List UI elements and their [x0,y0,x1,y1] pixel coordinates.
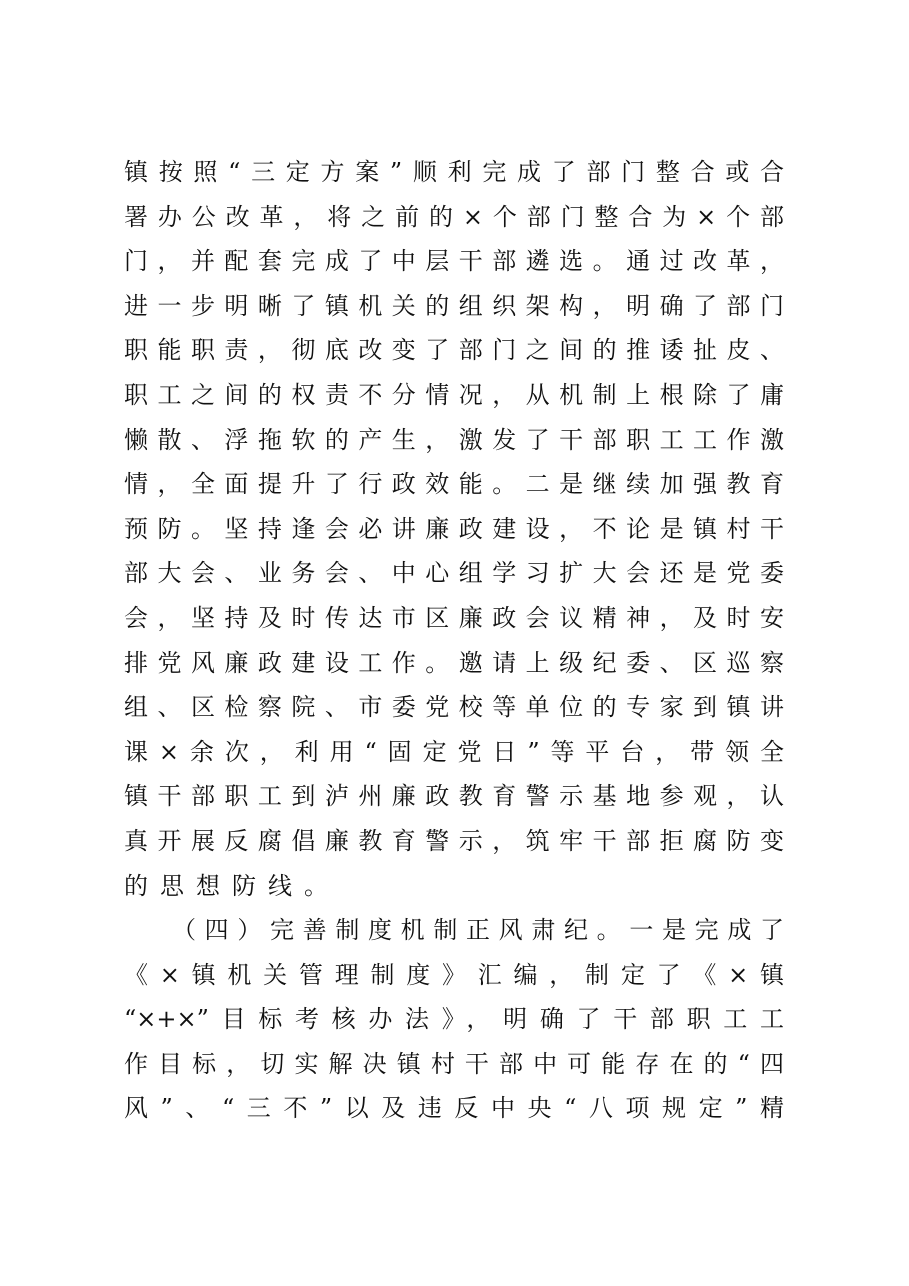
text-line: 懒散、浮拖软的产生，激发了干部职工工作激 [124,425,784,454]
text-line: 风”、“三不”以及违反中央“八项规定”精 [124,1094,784,1123]
text-line: 职能职责，彻底改变了部门之间的推诿扯皮、 [124,336,784,365]
text-line: 排党风廉政建设工作。邀请上级纪委、区巡察 [124,648,784,677]
text-line: 的思想防线。 [124,871,340,900]
text-line: 镇干部职工到泸州廉政教育警示基地参观，认 [124,782,784,811]
text-line: 情，全面提升了行政效能。二是继续加强教育 [124,470,784,499]
text-line: 镇按照“三定方案”顺利完成了部门整合或合 [124,158,784,186]
text-line: 门，并配套完成了中层干部遴选。通过改革， [124,247,784,276]
text-line: “×+×”目标考核办法》，明确了干部职工工 [124,1005,784,1034]
text-line: 预防。坚持逢会必讲廉政建设，不论是镇村干 [124,514,784,543]
body-text [124,150,784,1131]
text-line: 课×余次，利用“固定党日”等平台，带领全 [124,737,784,766]
text-line: 真开展反腐倡廉教育警示，筑牢干部拒腐防变 [124,826,784,855]
text-line: 进一步明晰了镇机关的组织架构，明确了部门 [124,291,784,320]
text-line: 部大会、业务会、中心组学习扩大会还是党委 [124,559,784,588]
text-line: 作目标，切实解决镇村干部中可能存在的“四 [124,1049,784,1078]
text-line: 《×镇机关管理制度》汇编，制定了《×镇 [124,960,784,989]
text-line: 署办公改革，将之前的×个部门整合为×个部 [124,202,784,231]
text-line: 职工之间的权责不分情况，从机制上根除了庸 [124,380,784,409]
section-heading-line: （四）完善制度机制正风肃纪。一是完成了 [172,916,784,945]
text-line: 会，坚持及时传达市区廉政会议精神，及时安 [124,603,784,632]
text-line: 组、区检察院、市委党校等单位的专家到镇讲 [124,693,784,722]
